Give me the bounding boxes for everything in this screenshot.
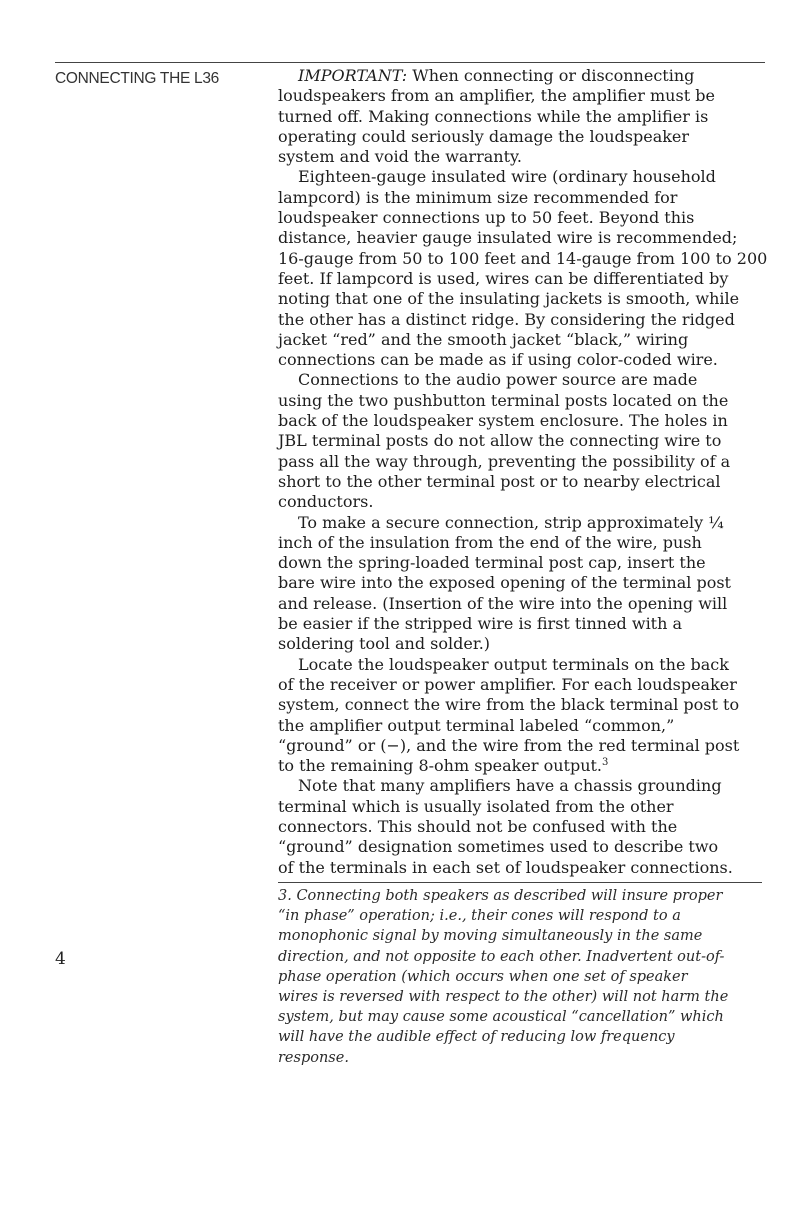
- text-line: loudspeakers from an amplifier, the amplifier must be: [278, 86, 715, 106]
- paragraph-important: [278, 66, 760, 167]
- text-line: Eighteen-gauge insulated wire (ordinary household: [298, 167, 716, 187]
- text-line: connectors. This should not be confused with the: [278, 816, 678, 836]
- text-line: of the terminals in each set of loudspeaker connections.: [278, 857, 733, 877]
- text-line: jacket “red” and the smooth jacket “black,” wiring: [278, 329, 689, 349]
- body-text: [278, 66, 768, 878]
- text-line: “ground” or (−), and the wire from the red terminal post: [278, 735, 740, 755]
- section-heading: CONNECTING THE L36: [55, 70, 219, 87]
- text-line: turned off. Making connections while the amplifier is: [278, 106, 709, 126]
- text-line: short to the other terminal post or to nearby electrical: [278, 471, 721, 491]
- paragraph-output-terminals: [278, 655, 760, 777]
- paragraph-wire-gauge: [278, 167, 768, 370]
- header-rule: [55, 62, 765, 63]
- paragraph-terminal-posts: [278, 370, 760, 512]
- important-label: IMPORTANT:: [298, 66, 408, 85]
- text-line: 16-gauge from 50 to 100 feet and 14-gauge from 100 to 200: [278, 248, 768, 268]
- text-line: distance, heavier gauge insulated wire is recommended;: [278, 228, 738, 248]
- text-line: the amplifier output terminal labeled “common,”: [278, 715, 675, 735]
- footnote: [278, 886, 762, 1068]
- paragraph-chassis-ground: [278, 776, 760, 877]
- text-line: using the two pushbutton terminal posts located on the: [278, 390, 729, 410]
- text-line: noting that one of the insulating jackets is smooth, while: [278, 289, 740, 309]
- footnote-line: 3. Connecting both speakers as described will insure proper: [278, 888, 723, 904]
- text-line: Note that many amplifiers have a chassis grounding: [298, 776, 722, 796]
- text-line: connections can be made as if using color-coded wire.: [278, 350, 718, 370]
- text-line: terminal which is usually isolated from the other: [278, 796, 674, 816]
- footnote-rule: [278, 882, 762, 883]
- text-line: lampcord) is the minimum size recommended for: [278, 187, 678, 207]
- text-line: pass all the way through, preventing the possibility of a: [278, 451, 731, 471]
- footnote-line: “in phase” operation; i.e., their cones will respond to a: [278, 908, 681, 925]
- text-line: “ground” designation sometimes used to describe two: [278, 837, 719, 857]
- text-line: to the remaining 8-ohm speaker output.$^3$: [278, 756, 609, 776]
- text-line: conductors.: [278, 492, 374, 512]
- footnote-line: will have the audible effect of reducing low frequency: [278, 1029, 675, 1046]
- text-line: JBL terminal posts do not allow the connecting wire to: [278, 431, 722, 451]
- text-line: operating could seriously damage the loudspeaker: [278, 126, 690, 146]
- text-line: back of the loudspeaker system enclosure. The holes in: [278, 411, 728, 431]
- text-line: Locate the loudspeaker output terminals on the back: [298, 654, 729, 674]
- text-line: bare wire into the exposed opening of the terminal post: [278, 573, 731, 593]
- text-line: of the receiver or power amplifier. For each loudspeaker: [278, 674, 737, 694]
- paragraph-secure-connection: [278, 513, 760, 655]
- text-line: Connections to the audio power source are made: [298, 370, 698, 390]
- text-line: system, connect the wire from the black terminal post to: [278, 695, 740, 715]
- text-line: To make a secure connection, strip approximately ¼: [298, 512, 724, 532]
- footnote-line: response.: [278, 1049, 349, 1066]
- footnote-reference: 3: [602, 757, 609, 769]
- text-line: down the spring-loaded terminal post cap, insert the: [278, 553, 706, 573]
- text-line: loudspeaker connections up to 50 feet. Beyond this: [278, 208, 695, 228]
- page-number: 4: [55, 949, 66, 969]
- text-line: soldering tool and solder.): [278, 634, 491, 654]
- text-line: be easier if the stripped wire is first tinned with a: [278, 614, 683, 634]
- text-line: feet. If lampcord is used, wires can be differentiated by: [278, 268, 729, 288]
- footnote-line: direction, and not opposite to each other. Inadvertent out-of-: [278, 948, 725, 965]
- footnote-line: system, but may cause some acoustical “cancellation” which: [278, 1009, 724, 1026]
- text-line: system and void the warranty.: [278, 147, 522, 167]
- text-line: the other has a distinct ridge. By considering the ridged: [278, 309, 735, 329]
- text-line: and release. (Insertion of the wire into the opening will: [278, 593, 728, 613]
- footnote-line: monophonic signal by moving simultaneously in the same: [278, 928, 703, 945]
- footnote-line: wires is reversed with respect to the other) will not harm the: [278, 988, 729, 1005]
- text-line: inch of the insulation from the end of the wire, push: [278, 532, 702, 552]
- text-line: IMPORTANT: When connecting or disconnecting: [298, 66, 695, 85]
- footnote-line: phase operation (which occurs when one set of speaker: [278, 968, 688, 985]
